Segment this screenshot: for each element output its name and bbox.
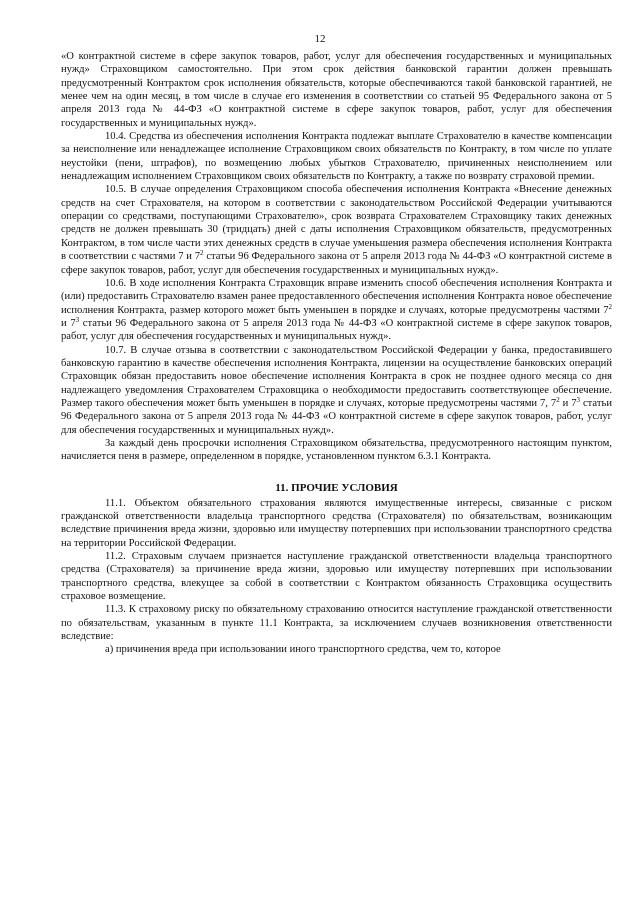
paragraph-10-5-text-a: 10.5. В случае определения Страховщиком способа обеспечения исполнения Контракта «Внесение денежных средств на счет Страхователя, на котором в соответствии с законодательством Российской Федерации учитываются операции со средствами, поступающими Страхователю», срок возврата Страхователем Страховщику таких денежных средств не должен превышать 30 (тридцать) дней с даты исполнения Страховщиком обязательств, предусмотренных Контрактом, в том числе части этих денежных средств в случае уменьшения размера обеспечения исполнения Контракта в соответствии с частями 7 и 7 bbox=[61, 184, 612, 263]
superscript: 2 bbox=[200, 249, 204, 258]
superscript: 2 bbox=[556, 395, 560, 404]
paragraph-10-6-text-a: 10.6. В ходе исполнения Контракта Страховщик вправе изменить способ обеспечения исполнения Контракта и (или) предоставить Страхователю взамен ранее предоставленного обеспечения исполнения Контракта новое обеспечение исполнения Контракта, размер которого может быть уменьшен в порядке и случаях, которые предусмотрены частями 7 bbox=[61, 277, 612, 316]
paragraph-10-5-text-b: статьи 96 Федерального закона от 5 апреля 2013 года № 44-ФЗ «О контрактной системе в сфере закупок товаров, работ, услуг для обеспечения государственных и муниципальных нужд». bbox=[61, 251, 612, 276]
superscript: 3 bbox=[576, 395, 581, 404]
paragraph-10-4: 10.4. Средства из обеспечения исполнения Контракта подлежат выплате Страхователю в качестве компенсации за неисполнение или ненадлежащее исполнение Страховщиком своих обязательств по Контракту, в том числе по уплате неустойки (пени, штрафов), по возмещению любых убытков Страхователю, причиненных неисполнением или ненадлежащим исполнением Страховщиком своих обязательств по Контракту, а также по возврату страховой премии. bbox=[61, 131, 612, 183]
page-number: 12 bbox=[314, 33, 326, 45]
paragraph-11-3-a: а) причинения вреда при использовании иного транспортного средства, чем то, которое bbox=[105, 644, 501, 656]
paragraph-continuation: «О контрактной системе в сфере закупок товаров, работ, услуг для обеспечения государственных и муниципальных нужд» Страховщиком самостоятельно. При этом срок действия банковской гарантии должен превышать предусмотренный Контрактом срок исполнения обязательств, которые обеспечиваются такой банковской гарантией, не менее чем на один месяц, в том числе в случае его изменения в соответствии со статьей 95 Федерального закона от 5 апреля 2013 года № 44-ФЗ «О контрактной системе в сфере закупок товаров, работ, услуг для обеспечения государственных и муниципальных нужд». bbox=[61, 51, 612, 129]
paragraph-10-6-text-b: и 7 bbox=[61, 317, 76, 329]
superscript: 2 bbox=[608, 302, 612, 311]
paragraph-penalty: За каждый день просрочки исполнения Страховщиком обязательства, предусмотренного настоящим пунктом, начисляется пеня в размере, определенном в порядке, установленном пунктом 6.3.1 Контракта. bbox=[61, 437, 612, 463]
paragraph-10-7-text-c: статьи 96 Федерального закона от 5 апреля 2013 года № 44-ФЗ «О контрактной системе в сфере закупок товаров, работ, услуг для обеспечения государственных и муниципальных нужд». bbox=[61, 397, 612, 436]
paragraph-10-7-text-b: и 7 bbox=[559, 397, 577, 409]
paragraph-10-6-text-c: статьи 96 Федерального закона от 5 апреля 2013 года № 44-ФЗ «О контрактной системе в сфере закупок товаров, работ, услуг для обеспечения государственных и муниципальных нужд». bbox=[61, 317, 612, 343]
paragraph-10-7-text-a: 10.7. В случае отзыва в соответствии с законодательством Российской Федерации у банка, предоставившего банковскую гарантию в качестве обеспечения исполнения Контракта, лицензии на осуществление банковских операций Страховщик обязан предоставить новое обеспечение исполнения Контракта в срок не позднее одного месяца со дня надлежащего уведомления Страхователем Страховщика о необходимости предоставить соответствующее обеспечение. Размер такого обеспечения может быть уменьшен в порядке и случаях, которые предусмотрены частями 7, 7 bbox=[61, 344, 612, 409]
section-title: 11. ПРОЧИЕ УСЛОВИЯ bbox=[275, 481, 398, 494]
paragraph-11-2: 11.2. Страховым случаем признается наступление гражданской ответственности владельца транспортного средства (Страхователя) за причинение вреда жизни, здоровью или имуществу потерпевших при использовании транспортного средства, влекущее за собой в соответствии с Контрактом обязанность Страховщика осуществить страховое возмещение. bbox=[61, 551, 612, 603]
document-body bbox=[61, 50, 612, 657]
superscript: 3 bbox=[75, 315, 80, 324]
paragraph-11-1: 11.1. Объектом обязательного страхования являются имущественные интересы, связанные с риском гражданской ответственности владельца транспортного средства (Страхователя) по обязательствам, возникающим вследствие причинения вреда жизни, здоровью или имуществу потерпевших при использовании транспортного средства на территории Российской Федерации. bbox=[61, 497, 612, 549]
paragraph-11-3: 11.3. К страховому риску по обязательному страхованию относится наступление гражданской ответственности по обязательствам, указанным в пункте 11.1 Контракта, за исключением случаев возникновения ответственности вследствие: bbox=[61, 604, 612, 643]
paragraph-10-5 bbox=[61, 183, 612, 276]
paragraph-10-6 bbox=[61, 277, 612, 344]
paragraph-10-7 bbox=[61, 344, 612, 437]
